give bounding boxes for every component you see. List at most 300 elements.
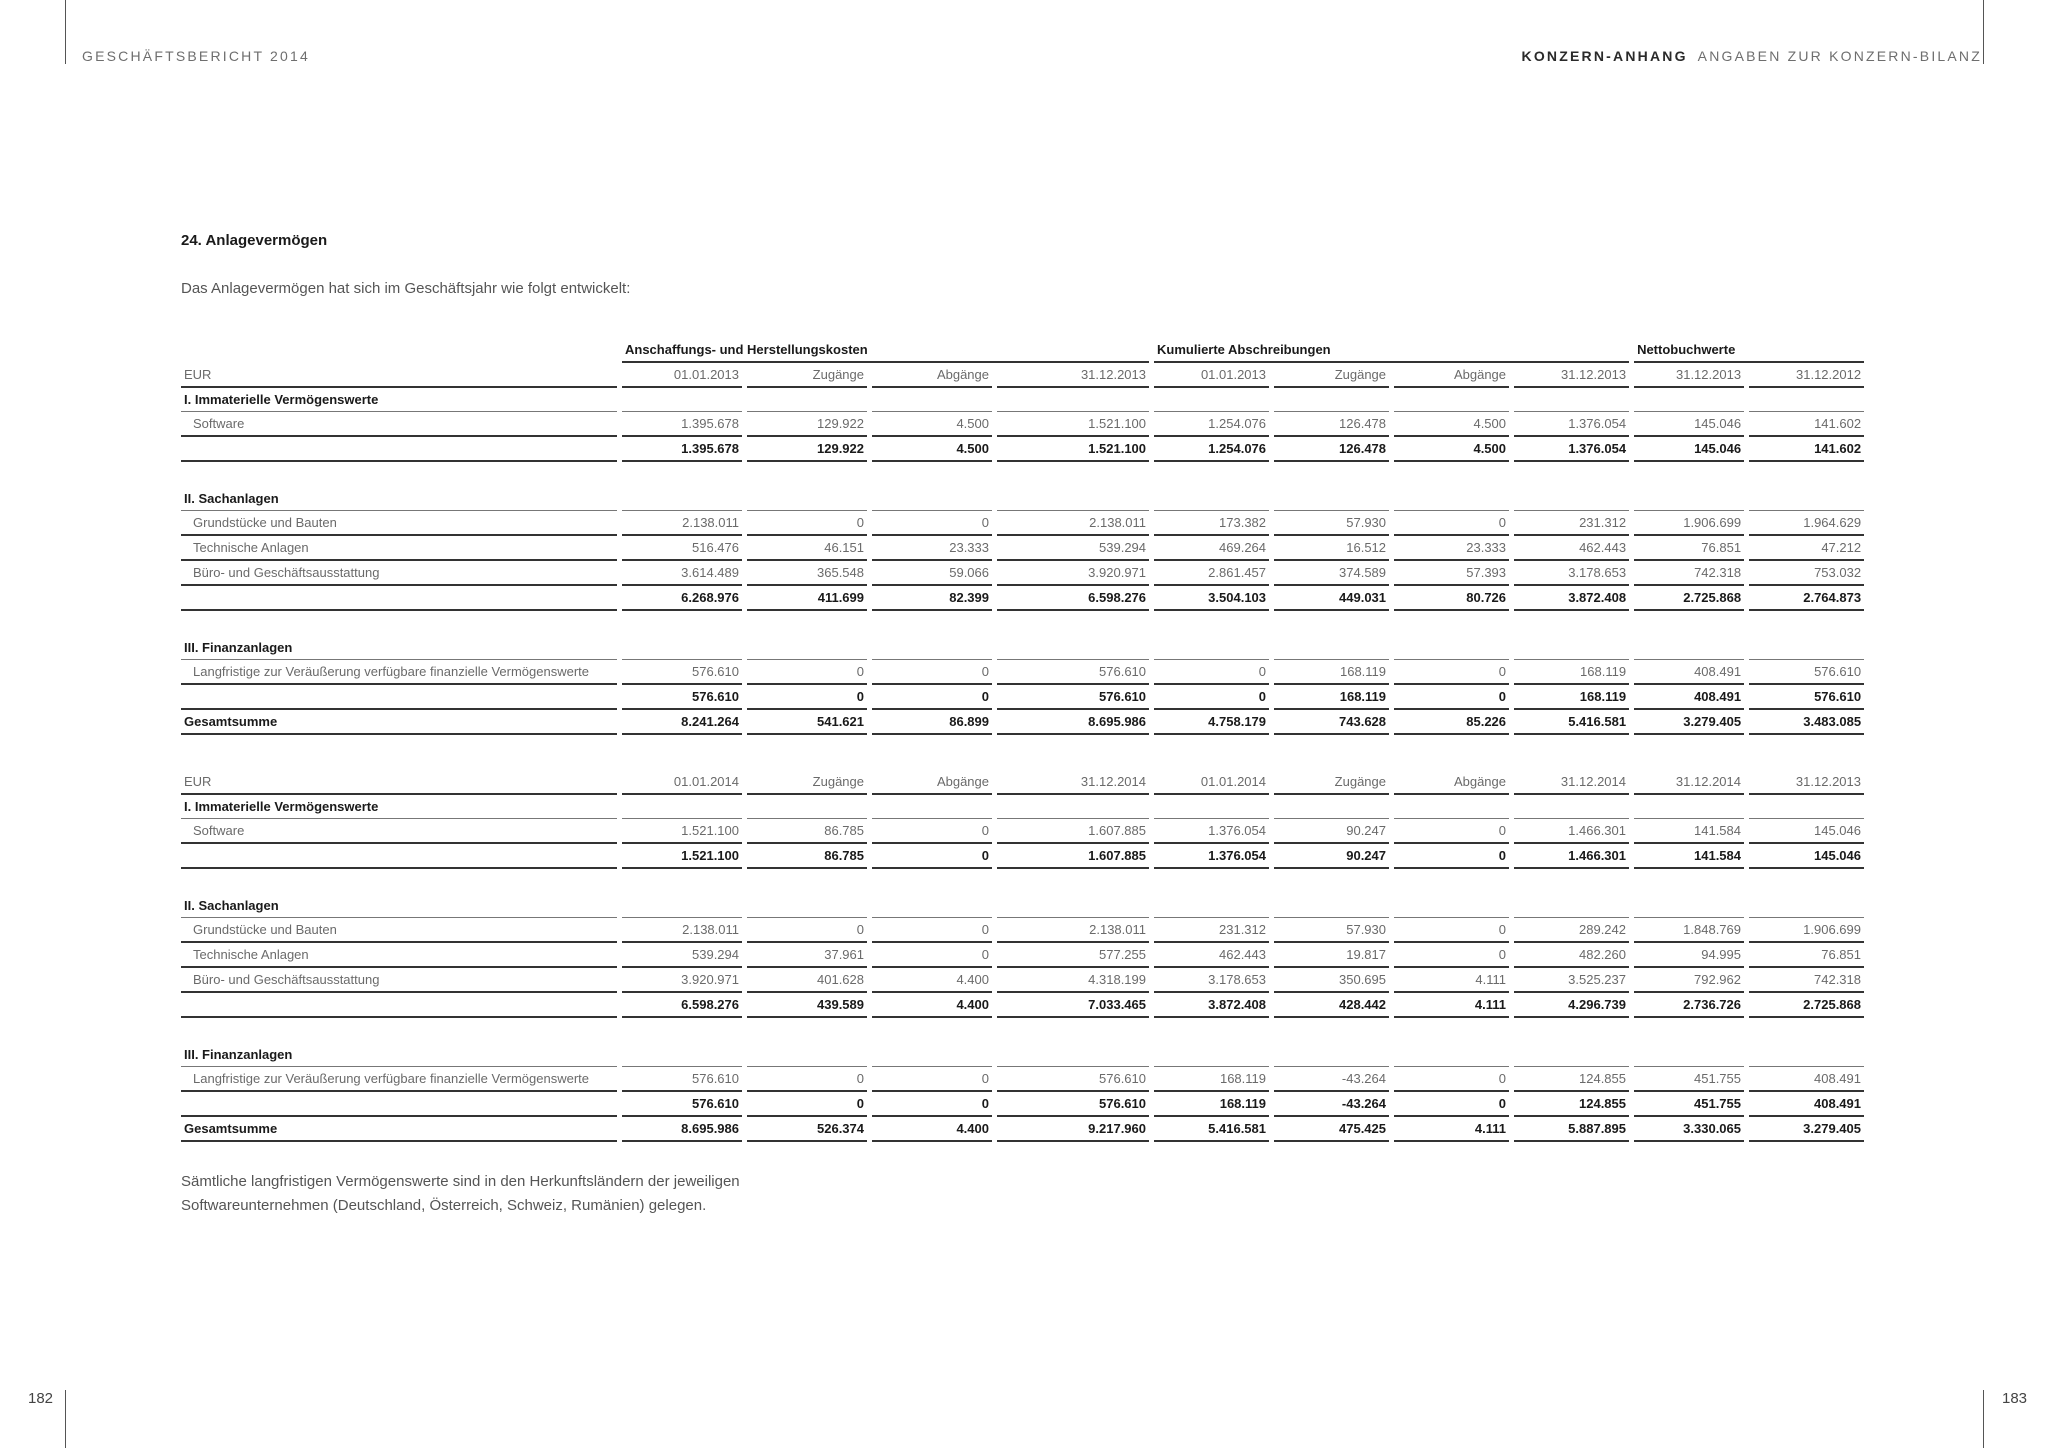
value-cell: 365.548 bbox=[747, 561, 867, 586]
value-cell: 2.138.011 bbox=[997, 918, 1149, 943]
value-cell: 1.906.699 bbox=[1634, 511, 1744, 536]
value-cell: 4.400 bbox=[872, 1117, 992, 1142]
value-cell bbox=[622, 636, 742, 660]
value-cell: 90.247 bbox=[1274, 844, 1389, 869]
row-label: Langfristige zur Veräußerung verfügbare finanzielle Vermögenswerte bbox=[181, 1067, 617, 1092]
value-cell: 1.906.699 bbox=[1749, 918, 1864, 943]
table-row bbox=[181, 1067, 1864, 1092]
table-row bbox=[181, 511, 1864, 536]
value-cell: 0 bbox=[872, 1092, 992, 1117]
value-cell bbox=[997, 388, 1149, 412]
value-cell: 0 bbox=[1394, 943, 1509, 968]
report-title: GESCHÄFTSBERICHT 2014 bbox=[82, 48, 310, 64]
page-number-left: 182 bbox=[28, 1390, 54, 1407]
value-cell: 0 bbox=[872, 660, 992, 685]
value-cell: 3.920.971 bbox=[622, 968, 742, 993]
value-cell bbox=[1394, 462, 1509, 487]
spacer-row bbox=[181, 611, 1864, 636]
value-cell: 23.333 bbox=[872, 536, 992, 561]
section-header bbox=[1522, 48, 1982, 64]
value-cell: 462.443 bbox=[1514, 536, 1629, 561]
value-cell: 0 bbox=[1154, 660, 1269, 685]
row-label bbox=[181, 1018, 617, 1043]
value-cell bbox=[1394, 388, 1509, 412]
value-cell bbox=[1634, 487, 1744, 511]
value-cell: 4.111 bbox=[1394, 1117, 1509, 1142]
column-header-row bbox=[181, 770, 1864, 795]
value-cell: 1.466.301 bbox=[1514, 819, 1629, 844]
table-row bbox=[181, 660, 1864, 685]
value-cell: 526.374 bbox=[747, 1117, 867, 1142]
row-label: I. Immaterielle Vermögenswerte bbox=[181, 388, 617, 412]
value-cell bbox=[1514, 795, 1629, 819]
value-cell bbox=[872, 611, 992, 636]
column-header: EUR bbox=[181, 770, 617, 795]
value-cell: 57.930 bbox=[1274, 511, 1389, 536]
table-row bbox=[181, 412, 1864, 437]
value-cell bbox=[747, 462, 867, 487]
column-header: Abgänge bbox=[872, 363, 992, 388]
row-label bbox=[181, 993, 617, 1018]
value-cell bbox=[872, 487, 992, 511]
value-cell bbox=[747, 611, 867, 636]
value-cell bbox=[1394, 869, 1509, 894]
row-label: Grundstücke und Bauten bbox=[181, 918, 617, 943]
asset-table-2013 bbox=[176, 338, 1869, 735]
value-cell bbox=[997, 487, 1149, 511]
total-row bbox=[181, 1117, 1864, 1142]
value-cell: 408.491 bbox=[1749, 1092, 1864, 1117]
value-cell: 6.268.976 bbox=[622, 586, 742, 611]
value-cell: 0 bbox=[1394, 1092, 1509, 1117]
right-top-rule bbox=[1983, 0, 1984, 64]
value-cell: 462.443 bbox=[1154, 943, 1269, 968]
value-cell: 539.294 bbox=[997, 536, 1149, 561]
value-cell bbox=[1274, 462, 1389, 487]
column-header: 31.12.2013 bbox=[1514, 363, 1629, 388]
value-cell bbox=[1274, 487, 1389, 511]
value-cell: 576.610 bbox=[1749, 660, 1864, 685]
value-cell: 173.382 bbox=[1154, 511, 1269, 536]
value-cell: 350.695 bbox=[1274, 968, 1389, 993]
value-cell bbox=[1514, 1018, 1629, 1043]
category-row bbox=[181, 388, 1864, 412]
value-cell bbox=[1749, 795, 1864, 819]
value-cell bbox=[1274, 1043, 1389, 1067]
right-bottom-rule bbox=[1983, 1390, 1984, 1448]
row-label: Technische Anlagen bbox=[181, 536, 617, 561]
spacer-row bbox=[181, 869, 1864, 894]
value-cell: 1.848.769 bbox=[1634, 918, 1744, 943]
value-cell bbox=[1514, 894, 1629, 918]
value-cell: 2.861.457 bbox=[1154, 561, 1269, 586]
value-cell: -43.264 bbox=[1274, 1067, 1389, 1092]
value-cell: 0 bbox=[1394, 511, 1509, 536]
spacer-row bbox=[181, 1018, 1864, 1043]
value-cell: 3.178.653 bbox=[1154, 968, 1269, 993]
column-header-row bbox=[181, 363, 1864, 388]
value-cell bbox=[1394, 487, 1509, 511]
row-label: II. Sachanlagen bbox=[181, 487, 617, 511]
column-header: 01.01.2014 bbox=[622, 770, 742, 795]
value-cell bbox=[1634, 1018, 1744, 1043]
value-cell: 1.466.301 bbox=[1514, 844, 1629, 869]
value-cell: 2.725.868 bbox=[1634, 586, 1744, 611]
value-cell: 541.621 bbox=[747, 710, 867, 735]
value-cell bbox=[997, 462, 1149, 487]
value-cell: 576.610 bbox=[997, 1092, 1149, 1117]
value-cell: 0 bbox=[1394, 819, 1509, 844]
value-cell: 76.851 bbox=[1749, 943, 1864, 968]
value-cell bbox=[1749, 1043, 1864, 1067]
value-cell bbox=[622, 869, 742, 894]
value-cell bbox=[1274, 869, 1389, 894]
value-cell bbox=[622, 894, 742, 918]
value-cell: 168.119 bbox=[1514, 660, 1629, 685]
value-cell: 1.254.076 bbox=[1154, 412, 1269, 437]
value-cell: 428.442 bbox=[1274, 993, 1389, 1018]
left-bottom-rule bbox=[65, 1390, 66, 1448]
value-cell: 1.376.054 bbox=[1154, 844, 1269, 869]
value-cell bbox=[1514, 611, 1629, 636]
value-cell: 4.500 bbox=[1394, 412, 1509, 437]
value-cell bbox=[747, 487, 867, 511]
value-cell: 145.046 bbox=[1634, 412, 1744, 437]
value-cell: 4.500 bbox=[872, 437, 992, 462]
value-cell bbox=[1154, 894, 1269, 918]
value-cell bbox=[872, 462, 992, 487]
value-cell bbox=[1274, 611, 1389, 636]
value-cell: 3.504.103 bbox=[1154, 586, 1269, 611]
value-cell bbox=[1274, 388, 1389, 412]
value-cell: 4.400 bbox=[872, 968, 992, 993]
value-cell bbox=[997, 1018, 1149, 1043]
value-cell: 0 bbox=[872, 685, 992, 710]
value-cell: 0 bbox=[1394, 918, 1509, 943]
value-cell bbox=[872, 636, 992, 660]
value-cell: 141.602 bbox=[1749, 437, 1864, 462]
value-cell bbox=[747, 869, 867, 894]
value-cell bbox=[997, 611, 1149, 636]
value-cell bbox=[1749, 487, 1864, 511]
value-cell: 3.872.408 bbox=[1514, 586, 1629, 611]
column-header: 31.12.2012 bbox=[1749, 363, 1864, 388]
value-cell bbox=[1154, 388, 1269, 412]
value-cell bbox=[1154, 462, 1269, 487]
row-label: Grundstücke und Bauten bbox=[181, 511, 617, 536]
column-header: 01.01.2013 bbox=[1154, 363, 1269, 388]
value-cell: 0 bbox=[872, 1067, 992, 1092]
value-cell bbox=[747, 795, 867, 819]
row-label: Software bbox=[181, 819, 617, 844]
value-cell: 9.217.960 bbox=[997, 1117, 1149, 1142]
value-cell: 0 bbox=[747, 660, 867, 685]
value-cell: 129.922 bbox=[747, 437, 867, 462]
value-cell: 141.584 bbox=[1634, 844, 1744, 869]
value-cell: 4.111 bbox=[1394, 993, 1509, 1018]
table-row bbox=[181, 918, 1864, 943]
value-cell: 0 bbox=[1394, 685, 1509, 710]
value-cell: 129.922 bbox=[747, 412, 867, 437]
row-label: Büro- und Geschäftsausstattung bbox=[181, 968, 617, 993]
row-label: Software bbox=[181, 412, 617, 437]
value-cell bbox=[1154, 869, 1269, 894]
row-label: III. Finanzanlagen bbox=[181, 1043, 617, 1067]
value-cell: 411.699 bbox=[747, 586, 867, 611]
table-row bbox=[181, 819, 1864, 844]
value-cell bbox=[1274, 636, 1389, 660]
value-cell: 3.483.085 bbox=[1749, 710, 1864, 735]
value-cell: 47.212 bbox=[1749, 536, 1864, 561]
value-cell bbox=[1394, 894, 1509, 918]
value-cell bbox=[1274, 795, 1389, 819]
row-label bbox=[181, 611, 617, 636]
value-cell bbox=[1749, 636, 1864, 660]
total-row bbox=[181, 710, 1864, 735]
value-cell: 576.610 bbox=[997, 660, 1149, 685]
group-depreciation: Kumulierte Abschreibungen bbox=[1154, 338, 1629, 363]
value-cell: 3.920.971 bbox=[997, 561, 1149, 586]
page-number-right: 183 bbox=[2002, 1390, 2028, 1407]
value-cell: 0 bbox=[872, 943, 992, 968]
value-cell bbox=[1749, 462, 1864, 487]
value-cell: 1.376.054 bbox=[1154, 819, 1269, 844]
value-cell bbox=[1274, 894, 1389, 918]
column-header: Zugänge bbox=[747, 363, 867, 388]
value-cell: 4.318.199 bbox=[997, 968, 1149, 993]
value-cell: 3.872.408 bbox=[1154, 993, 1269, 1018]
value-cell: 576.610 bbox=[1749, 685, 1864, 710]
value-cell bbox=[1634, 636, 1744, 660]
value-cell bbox=[1394, 1018, 1509, 1043]
section-intro: Das Anlagevermögen hat sich im Geschäftsjahr wie folgt entwickelt: bbox=[181, 280, 631, 297]
column-header: 31.12.2013 bbox=[1634, 363, 1744, 388]
value-cell: 408.491 bbox=[1634, 685, 1744, 710]
subtotal-row bbox=[181, 1092, 1864, 1117]
value-cell bbox=[997, 636, 1149, 660]
value-cell: 1.395.678 bbox=[622, 412, 742, 437]
value-cell: 145.046 bbox=[1749, 844, 1864, 869]
group-cost: Anschaffungs- und Herstellungskosten bbox=[622, 338, 1149, 363]
row-label: Gesamtsumme bbox=[181, 710, 617, 735]
value-cell: 80.726 bbox=[1394, 586, 1509, 611]
value-cell bbox=[1634, 869, 1744, 894]
value-cell bbox=[622, 795, 742, 819]
value-cell bbox=[1749, 869, 1864, 894]
value-cell: 168.119 bbox=[1154, 1067, 1269, 1092]
group-net: Nettobuchwerte bbox=[1634, 338, 1864, 363]
column-header: 31.12.2013 bbox=[1749, 770, 1864, 795]
value-cell bbox=[622, 1018, 742, 1043]
value-cell bbox=[747, 1018, 867, 1043]
value-cell bbox=[1634, 894, 1744, 918]
value-cell: 57.930 bbox=[1274, 918, 1389, 943]
value-cell: 0 bbox=[872, 844, 992, 869]
value-cell bbox=[997, 795, 1149, 819]
value-cell: 516.476 bbox=[622, 536, 742, 561]
category-row bbox=[181, 1043, 1864, 1067]
value-cell: 1.254.076 bbox=[1154, 437, 1269, 462]
value-cell: 0 bbox=[747, 685, 867, 710]
row-label: Technische Anlagen bbox=[181, 943, 617, 968]
value-cell bbox=[1154, 611, 1269, 636]
row-label: II. Sachanlagen bbox=[181, 894, 617, 918]
value-cell: 792.962 bbox=[1634, 968, 1744, 993]
value-cell: 449.031 bbox=[1274, 586, 1389, 611]
value-cell: 86.785 bbox=[747, 844, 867, 869]
value-cell: 0 bbox=[747, 918, 867, 943]
value-cell: 90.247 bbox=[1274, 819, 1389, 844]
value-cell: 6.598.276 bbox=[622, 993, 742, 1018]
value-cell: 289.242 bbox=[1514, 918, 1629, 943]
value-cell: 94.995 bbox=[1634, 943, 1744, 968]
value-cell: 4.400 bbox=[872, 993, 992, 1018]
left-top-rule bbox=[65, 0, 66, 64]
value-cell bbox=[1514, 869, 1629, 894]
value-cell bbox=[1154, 487, 1269, 511]
value-cell: 408.491 bbox=[1749, 1067, 1864, 1092]
value-cell: 126.478 bbox=[1274, 437, 1389, 462]
value-cell: 401.628 bbox=[747, 968, 867, 993]
value-cell bbox=[1514, 388, 1629, 412]
value-cell: 2.764.873 bbox=[1749, 586, 1864, 611]
value-cell: 4.111 bbox=[1394, 968, 1509, 993]
section-header-strong: KONZERN-ANHANG bbox=[1521, 48, 1688, 64]
value-cell bbox=[872, 894, 992, 918]
subtotal-row bbox=[181, 685, 1864, 710]
column-header: Zugänge bbox=[1274, 363, 1389, 388]
value-cell: 1.376.054 bbox=[1514, 437, 1629, 462]
category-row bbox=[181, 894, 1864, 918]
value-cell bbox=[1749, 388, 1864, 412]
value-cell bbox=[1749, 611, 1864, 636]
value-cell: 37.961 bbox=[747, 943, 867, 968]
value-cell: 46.151 bbox=[747, 536, 867, 561]
value-cell bbox=[1394, 611, 1509, 636]
value-cell: 742.318 bbox=[1634, 561, 1744, 586]
value-cell bbox=[622, 462, 742, 487]
value-cell: 8.695.986 bbox=[622, 1117, 742, 1142]
value-cell: 3.178.653 bbox=[1514, 561, 1629, 586]
column-header: 01.01.2014 bbox=[1154, 770, 1269, 795]
value-cell: 86.785 bbox=[747, 819, 867, 844]
value-cell: 2.725.868 bbox=[1749, 993, 1864, 1018]
value-cell bbox=[1154, 795, 1269, 819]
value-cell: 168.119 bbox=[1274, 685, 1389, 710]
value-cell: 576.610 bbox=[622, 1092, 742, 1117]
column-header: Abgänge bbox=[1394, 770, 1509, 795]
column-header: 01.01.2013 bbox=[622, 363, 742, 388]
row-label bbox=[181, 869, 617, 894]
value-cell bbox=[1634, 611, 1744, 636]
table-row bbox=[181, 536, 1864, 561]
column-header: 31.12.2014 bbox=[1514, 770, 1629, 795]
category-row bbox=[181, 487, 1864, 511]
column-header: Abgänge bbox=[1394, 363, 1509, 388]
row-label bbox=[181, 844, 617, 869]
value-cell bbox=[1154, 1043, 1269, 1067]
value-cell: 1.964.629 bbox=[1749, 511, 1864, 536]
subtotal-row bbox=[181, 993, 1864, 1018]
row-label bbox=[181, 685, 617, 710]
value-cell bbox=[1634, 388, 1744, 412]
value-cell bbox=[747, 636, 867, 660]
value-cell: 0 bbox=[747, 1067, 867, 1092]
value-cell: 2.138.011 bbox=[622, 918, 742, 943]
value-cell bbox=[872, 1018, 992, 1043]
row-label: I. Immaterielle Vermögenswerte bbox=[181, 795, 617, 819]
value-cell: 576.610 bbox=[997, 685, 1149, 710]
value-cell: 59.066 bbox=[872, 561, 992, 586]
row-label: Gesamtsumme bbox=[181, 1117, 617, 1142]
value-cell bbox=[997, 869, 1149, 894]
value-cell: 4.500 bbox=[1394, 437, 1509, 462]
value-cell: 85.226 bbox=[1394, 710, 1509, 735]
value-cell: 743.628 bbox=[1274, 710, 1389, 735]
value-cell: 451.755 bbox=[1634, 1067, 1744, 1092]
value-cell: 3.525.237 bbox=[1514, 968, 1629, 993]
value-cell: 742.318 bbox=[1749, 968, 1864, 993]
value-cell bbox=[622, 388, 742, 412]
value-cell: 576.610 bbox=[622, 660, 742, 685]
category-row bbox=[181, 795, 1864, 819]
value-cell: 231.312 bbox=[1154, 918, 1269, 943]
value-cell: 76.851 bbox=[1634, 536, 1744, 561]
value-cell: 5.416.581 bbox=[1514, 710, 1629, 735]
value-cell: 475.425 bbox=[1274, 1117, 1389, 1142]
section-title: 24. Anlagevermögen bbox=[181, 232, 328, 249]
value-cell: 0 bbox=[1394, 660, 1509, 685]
value-cell: 82.399 bbox=[872, 586, 992, 611]
value-cell bbox=[997, 894, 1149, 918]
value-cell: 86.899 bbox=[872, 710, 992, 735]
value-cell: 141.584 bbox=[1634, 819, 1744, 844]
column-header: 31.12.2014 bbox=[1634, 770, 1744, 795]
value-cell: 1.395.678 bbox=[622, 437, 742, 462]
spacer-row bbox=[181, 462, 1864, 487]
value-cell bbox=[872, 869, 992, 894]
subtotal-row bbox=[181, 844, 1864, 869]
value-cell bbox=[1394, 1043, 1509, 1067]
value-cell bbox=[622, 1043, 742, 1067]
value-cell: 57.393 bbox=[1394, 561, 1509, 586]
value-cell: 145.046 bbox=[1749, 819, 1864, 844]
value-cell bbox=[872, 388, 992, 412]
value-cell: 408.491 bbox=[1634, 660, 1744, 685]
value-cell: 469.264 bbox=[1154, 536, 1269, 561]
value-cell bbox=[1154, 636, 1269, 660]
column-header: 31.12.2014 bbox=[997, 770, 1149, 795]
value-cell bbox=[622, 487, 742, 511]
section-header-sub: ANGABEN ZUR KONZERN-BILANZ bbox=[1697, 48, 1982, 64]
value-cell: 8.241.264 bbox=[622, 710, 742, 735]
value-cell: 1.607.885 bbox=[997, 844, 1149, 869]
value-cell: 16.512 bbox=[1274, 536, 1389, 561]
value-cell: 0 bbox=[872, 511, 992, 536]
value-cell: -43.264 bbox=[1274, 1092, 1389, 1117]
value-cell: 753.032 bbox=[1749, 561, 1864, 586]
value-cell: 3.330.065 bbox=[1634, 1117, 1744, 1142]
value-cell bbox=[1749, 1018, 1864, 1043]
value-cell: 0 bbox=[872, 918, 992, 943]
group-header-row bbox=[181, 338, 1864, 363]
value-cell bbox=[997, 1043, 1149, 1067]
column-header: EUR bbox=[181, 363, 617, 388]
value-cell: 4.296.739 bbox=[1514, 993, 1629, 1018]
value-cell bbox=[872, 1043, 992, 1067]
value-cell: 1.521.100 bbox=[997, 437, 1149, 462]
value-cell: 168.119 bbox=[1514, 685, 1629, 710]
